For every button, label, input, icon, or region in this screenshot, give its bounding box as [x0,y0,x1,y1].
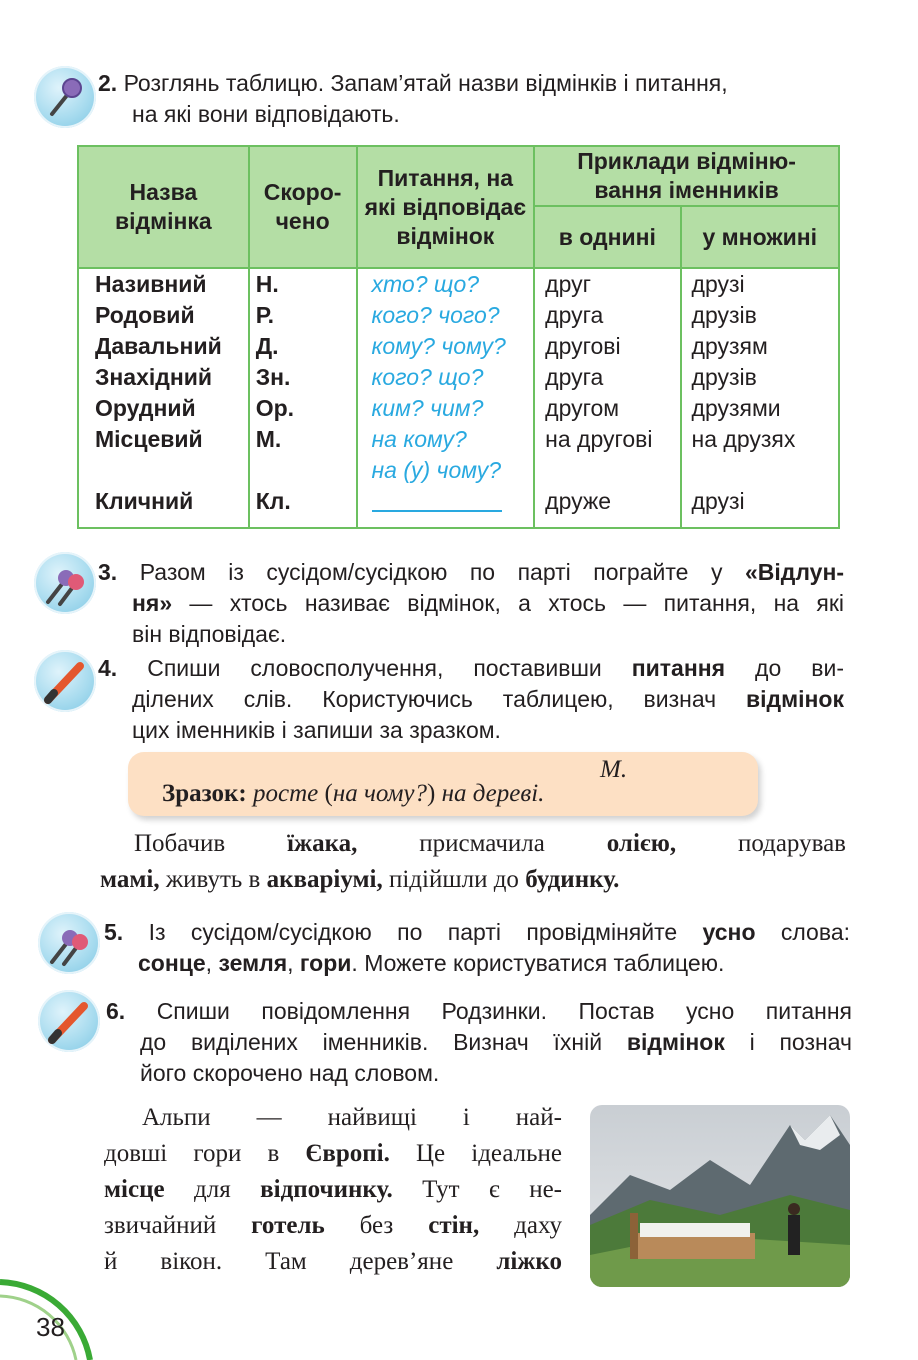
table-row: Орудний Ор. ким? чим? другом друзями [78,393,839,424]
table-row: Називний Н. хто? що? друг друзі [78,268,839,300]
alps-hotel-photo [590,1105,850,1287]
task-number: 2. [98,70,118,96]
case-mark: М. [600,756,628,783]
microphone-icon [34,66,96,128]
table-row: Кличний Кл. друже друзі [78,486,839,528]
pencil-icon [34,650,96,712]
answer-blank [372,486,502,512]
task-3: 3. Разом із сусідом/сусідкою по парті пограйте у «Відлун- ня» — хтось називає відмінок, а хтось — питання, на які він відповідає. [98,559,845,647]
task-5: 5. Із сусідом/сусідкою по парті провідміняйте усно слова: сонце, земля, гори. Можете користуватися таблицею. [104,919,850,976]
cases-table [77,145,840,529]
table-row: Місцевий М. на кому? на (у) чому? на другові на друзях [78,424,839,486]
exercise-6-text: Альпи — найвищі і най- довші гори в Європі. Це ідеальне місце для відпочинку. Тут є не- звичайний готель без стін, даху й вікон. Там дерев’яне ліжко [104,1104,563,1275]
microphones-icon [38,912,100,974]
table-row: Давальний Д. кому? чому? другові друзям [78,331,839,362]
header-singular: в однині [534,206,680,268]
table-row: Родовий Р. кого? чого? друга друзів [78,300,839,331]
sample-box: М. Зразок: росте (на чому?) на дереві. [128,752,758,816]
exercise-4-text: Побачив їжака, присмачила олією, подарував мамі, живуть в акваріумі, підійшли до будинку. [100,830,846,893]
header-question: Питання, на які відповідає відмінок [357,146,535,268]
table-row: Знахідний Зн. кого? що? друга друзів [78,362,839,393]
header-plural: у множині [681,206,839,268]
microphones-icon [34,552,96,614]
task-6: 6. Спиши повідомлення Родзинки. Постав усно питання до виділених іменників. Визнач їхній відмінок і познач його скорочено над словом. [106,998,853,1086]
pencil-icon [38,990,100,1052]
page-number: 38 [36,1312,65,1342]
task-2: 2. Розглянь таблицю. Запам’ятай назви відмінків і питання, на які вони відповідають. [98,70,728,127]
header-case-name: Назва відмінка [78,146,249,268]
task-4: 4. Спиши словосполучення, поставивши питання до ви- ділених слів. Користуючись таблицею, визнач відмінок цих іменників і запиши за зразком. [98,655,845,743]
header-examples: Приклади відміню- вання іменників [534,146,839,206]
header-short: Скоро- чено [249,146,357,268]
